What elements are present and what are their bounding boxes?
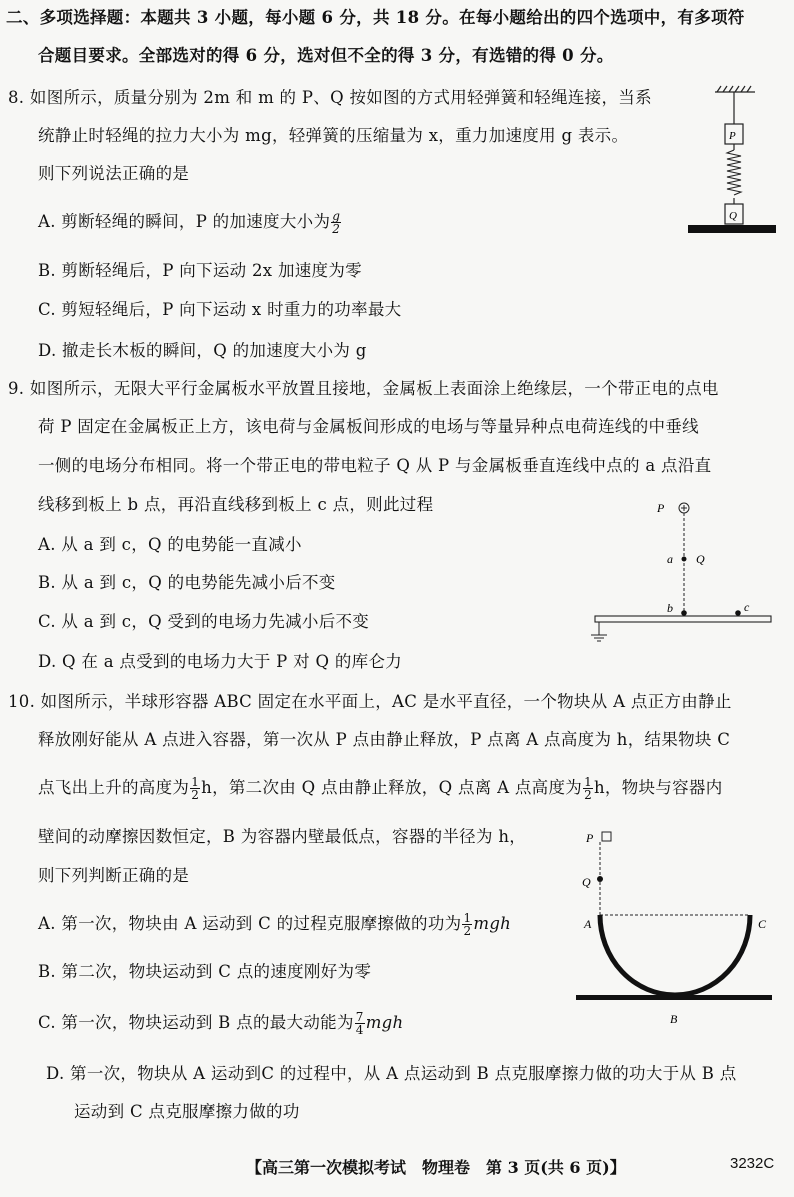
particle-q-label: Q (696, 552, 705, 566)
point-b-label: B (670, 1012, 678, 1026)
hemisphere-container (600, 915, 750, 995)
point-a (682, 557, 687, 562)
q9-stem-line4: 线移到板上 b 点，再沿直线移到板上 c 点，则此过程 (38, 495, 434, 514)
q10-option-c: C. 第一次，物块运动到 B 点的最大动能为 $\frac{7}{4}$ mgh (38, 1010, 404, 1037)
section-heading-line2: 合题目要求。全部选对的得 6 分，选对但不全的得 3 分，有选错的得 0 分。 (38, 46, 614, 65)
q10-option-d-line1: D. 第一次，物块从 A 运动到C 的过程中，从 A 点运动到 B 点克服摩擦力做的功大于从 B 点 (46, 1064, 737, 1083)
point-c (735, 610, 741, 616)
q8-stem-line3: 则下列说法正确的是 (38, 164, 190, 183)
q8-spring-figure (680, 82, 780, 242)
footer-code: 3232C (730, 1155, 775, 1172)
q8-option-b: B. 剪断轻绳后，P 向下运动 2x 加速度为零 (38, 261, 362, 280)
q10-option-c-fraction: $\frac{7}{4}$ (355, 1010, 364, 1037)
ground-surface (576, 995, 772, 1000)
point-b-label: b (667, 601, 673, 615)
q10-option-b: B. 第二次，物块运动到 C 点的速度刚好为零 (38, 962, 372, 981)
q9-plate-figure (585, 495, 780, 655)
q8-option-c: C. 剪短轻绳后，P 向下运动 x 时重力的功率最大 (38, 300, 402, 319)
q10-option-d-line2: 运动到 C 点克服摩擦力做的功 (74, 1102, 300, 1121)
q10-bowl-figure (570, 820, 780, 1030)
q8-stem-line2: 统静止时轻绳的拉力大小为 mg，轻弹簧的压缩量为 x，重力加速度用 g 表示。 (38, 126, 629, 145)
point-c-label: c (744, 600, 750, 614)
footer-title: 【高三第一次模拟考试 物理卷 第 3 页(共 6 页)】 (246, 1158, 626, 1177)
q10-stem-line2: 释放刚好能从 A 点进入容器，第一次从 P 点由静止释放，P 点离 A 点高度为 h，结果物块 C (38, 730, 731, 749)
spring-icon (727, 150, 741, 195)
q8-option-a-text: A. 剪断轻绳的瞬间，P 的加速度大小为 (38, 212, 331, 231)
half-fraction-2: $\frac{1}{2}$ (584, 775, 592, 802)
long-board (688, 225, 776, 233)
metal-plate (595, 616, 771, 622)
q9-option-b: B. 从 a 到 c，Q 的电势能先减小后不变 (38, 573, 336, 592)
point-a-label: a (667, 552, 673, 566)
q9-stem-line3: 一侧的电场分布相同。将一个带正电的带电粒子 Q 从 P 与金属板垂直连线中点的 a 点沿直 (38, 456, 712, 475)
charge-p-label: P (657, 501, 665, 515)
ground-icon (591, 635, 607, 641)
q10-stem-line3: 点飞出上升的高度为 $\frac{1}{2}$ h，第二次由 Q 点由静止释放，Q 点离 A 点高度为 $\frac{1}{2}$ h，物块与容器内 (38, 775, 723, 802)
q9-stem-line1: 9. 如图所示，无限大平行金属板水平放置且接地，金属板上表面涂上绝缘层，一个带正电的点电 (8, 379, 719, 398)
q8-option-a-fraction: $\frac{g}{2}$ (332, 209, 341, 236)
section-heading-line1: 二、多项选择题：本题共 3 小题，每小题 6 分，共 18 分。在每小题给出的四个选项中，有多项符 (6, 8, 745, 27)
point-c-label: C (758, 917, 767, 931)
point-q (597, 876, 603, 882)
q9-option-a: A. 从 a 到 c，Q 的电势能一直减小 (38, 535, 302, 554)
q10-option-a-fraction: $\frac{1}{2}$ (463, 911, 472, 938)
q10-stem-line1: 10. 如图所示，半球形容器 ABC 固定在水平面上，AC 是水平直径，一个物块从 A 点正方由静止 (8, 692, 732, 711)
half-fraction-1: $\frac{1}{2}$ (191, 775, 200, 802)
point-a-label: A (584, 917, 592, 931)
block-p-label: P (729, 130, 736, 142)
q9-option-c: C. 从 a 到 c，Q 受到的电场力先减小后不变 (38, 612, 370, 631)
block-at-p (602, 832, 611, 841)
q10-stem-line4: 壁间的动摩擦因数恒定，B 为容器内壁最低点，容器的半径为 h， (38, 827, 527, 846)
block-q-label: Q (729, 210, 737, 222)
q10-option-a: A. 第一次，物块由 A 运动到 C 的过程克服摩擦做的功为 $\frac{1}{2}$ mgh (38, 911, 512, 938)
q8-option-a (38, 210, 342, 235)
q9-stem-line2: 荷 P 固定在金属板正上方，该电荷与金属板间形成的电场与等量异种点电荷连线的中垂线 (38, 417, 699, 436)
q9-option-d: D. Q 在 a 点受到的电场力大于 P 对 Q 的库仑力 (38, 652, 403, 671)
q8-option-d: D. 撤走长木板的瞬间，Q 的加速度大小为 g (38, 341, 367, 360)
q10-stem-line5: 则下列判断正确的是 (38, 866, 190, 885)
point-q-label: Q (582, 875, 591, 889)
q8-stem-line1: 8. 如图所示，质量分别为 2m 和 m 的 P、Q 按如图的方式用轻弹簧和轻绳连接，当系 (8, 88, 652, 107)
point-p-label: P (586, 831, 594, 845)
point-b (681, 610, 687, 616)
